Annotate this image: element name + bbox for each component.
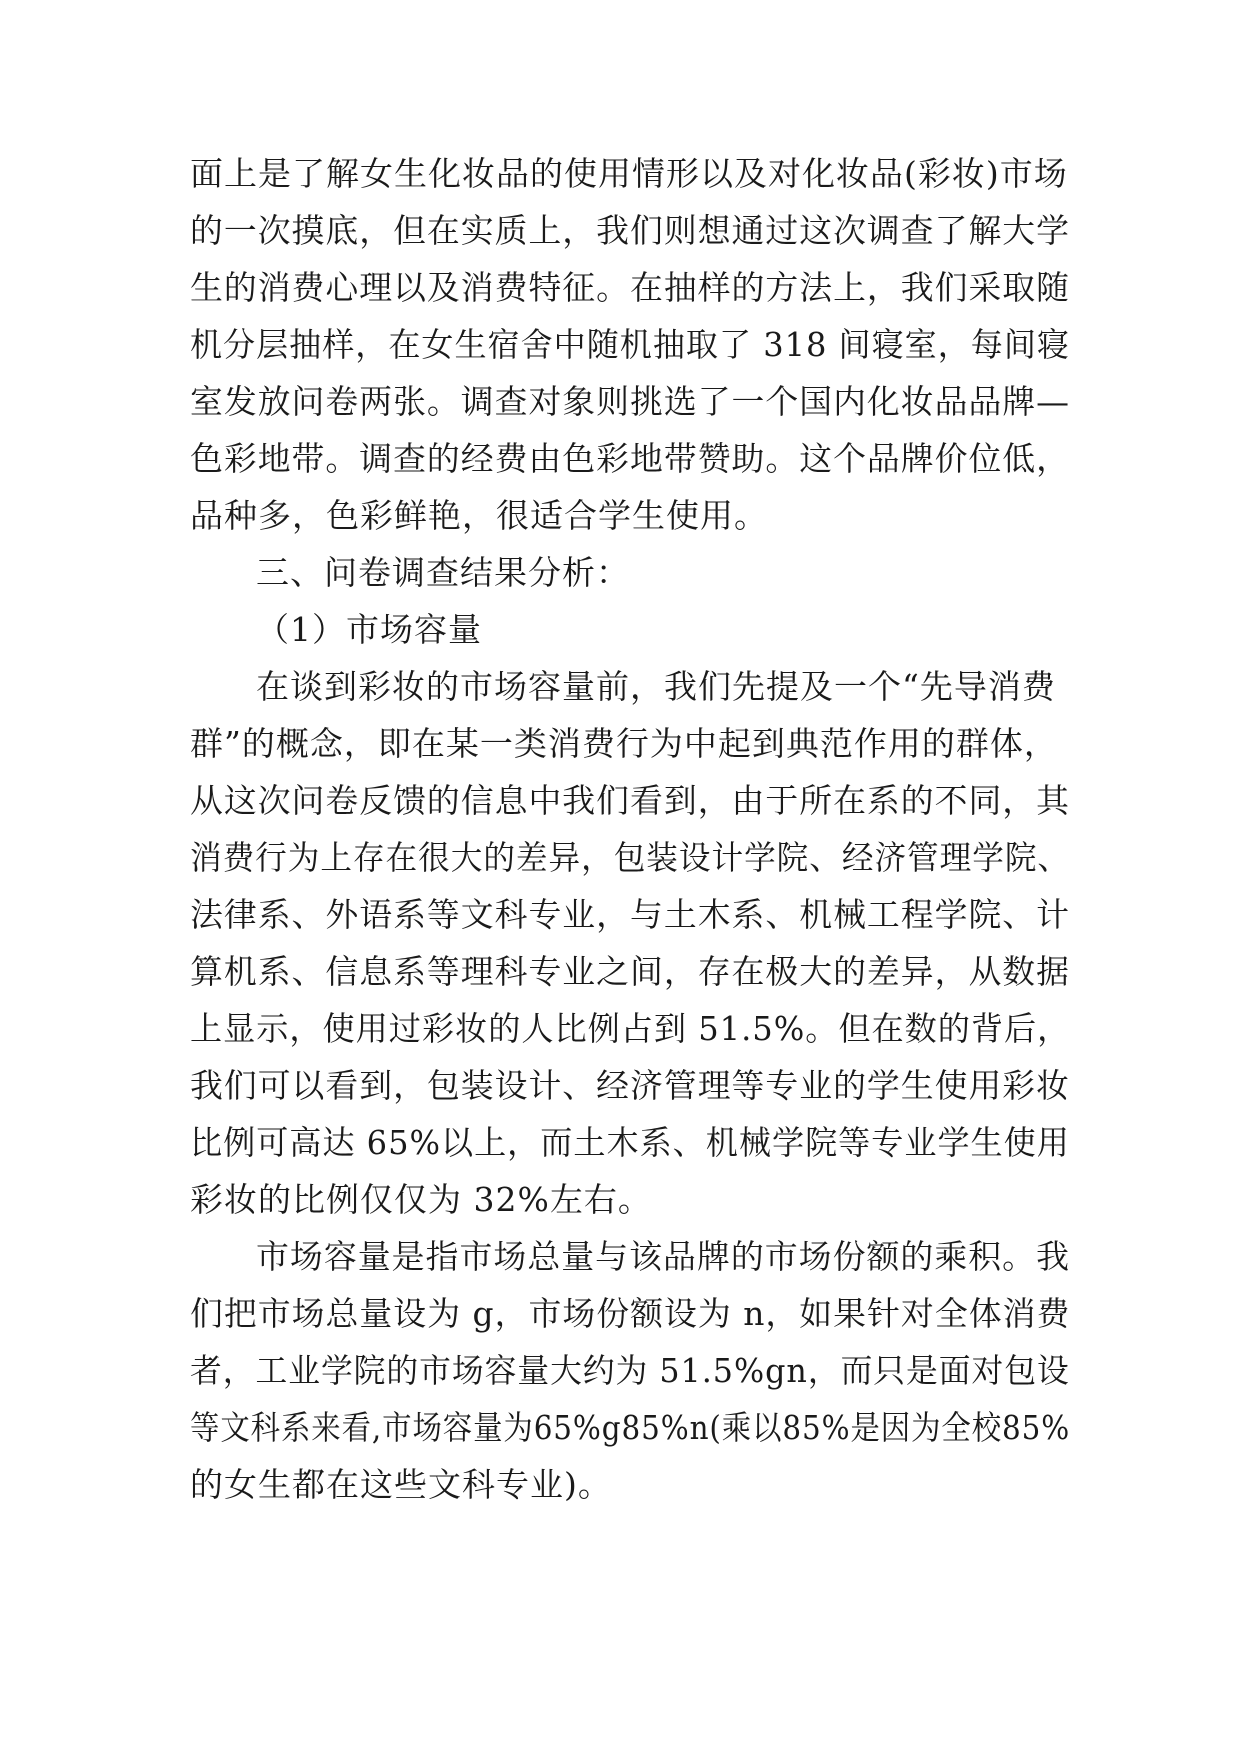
text-line: 色彩地带。调查的经费由色彩地带赞助。这个品牌价位低， xyxy=(190,439,1070,478)
subsection-heading: （1）市场容量 xyxy=(256,610,482,649)
text-line: 在谈到彩妆的市场容量前，我们先提及一个“先导消费 xyxy=(256,667,1056,706)
text-line: 从这次问卷反馈的信息中我们看到，由于所在系的不同，其 xyxy=(190,781,1070,820)
text-line: 面上是了解女生化妆品的使用情形以及对化妆品(彩妆)市场 xyxy=(190,154,1068,193)
text-line: 我们可以看到，包装设计、经济管理等专业的学生使用彩妆 xyxy=(190,1066,1070,1105)
text-line: 们把市场总量设为 g，市场份额设为 n，如果针对全体消费 xyxy=(190,1294,1071,1333)
text-line: 彩妆的比例仅仅为 32%左右。 xyxy=(190,1180,652,1219)
text-line: 上显示，使用过彩妆的人比例占到 51.5%。但在数的背后， xyxy=(190,1009,1071,1048)
text-line: 者，工业学院的市场容量大约为 51.5%gn，而只是面对包设 xyxy=(190,1351,1070,1390)
text-line: 比例可高达 65%以上，而土木系、机械学院等专业学生使用 xyxy=(190,1123,1070,1162)
text-line: 机分层抽样，在女生宿舍中随机抽取了 318 间寝室，每间寝 xyxy=(190,325,1070,364)
text-line: 市场容量是指市场总量与该品牌的市场份额的乘积。我 xyxy=(256,1237,1070,1276)
text-line: 群”的概念，即在某一类消费行为中起到典范作用的群体， xyxy=(190,724,1058,763)
section-heading: 三、问卷调查结果分析： xyxy=(256,553,630,592)
text-line: 的一次摸底，但在实质上，我们则想通过这次调查了解大学 xyxy=(190,211,1070,250)
text-line: 等文科系来看,市场容量为65%g85%n(乘以85%是因为全校85% xyxy=(190,1408,1071,1447)
text-line: 法律系、外语系等文科专业，与土木系、机械工程学院、计 xyxy=(190,895,1070,934)
text-line: 算机系、信息系等理科专业之间，存在极大的差异，从数据 xyxy=(190,952,1070,991)
text-line: 的女生都在这些文科专业)。 xyxy=(190,1465,612,1504)
text-line: 品种多，色彩鲜艳，很适合学生使用。 xyxy=(190,496,768,535)
text-line: 消费行为上存在很大的差异，包装设计学院、经济管理学院、 xyxy=(190,838,1070,877)
text-line: 生的消费心理以及消费特征。在抽样的方法上，我们采取随 xyxy=(190,268,1070,307)
text-line: 室发放问卷两张。调查对象则挑选了一个国内化妆品品牌— xyxy=(190,382,1070,421)
